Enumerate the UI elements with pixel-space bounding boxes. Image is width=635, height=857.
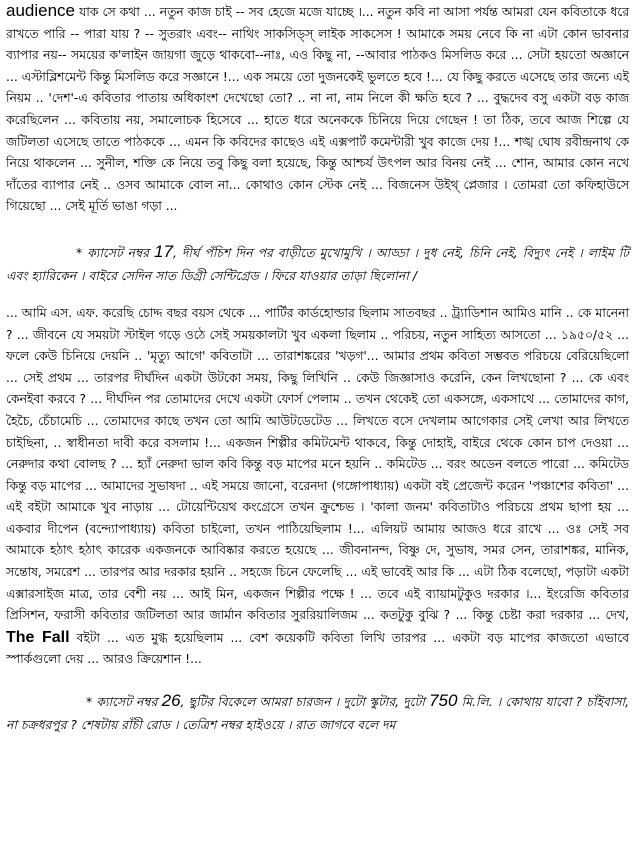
note-1-prefix: * ক্যাসেট নম্বর bbox=[76, 245, 155, 260]
paragraph-2-text-a: ... আমি এস. এফ. করেছি চোদ্দ বছর বয়স থেকে ... পার্টির কার্ডহোল্ডার ছিলাম সাতবছর .. ট্র্যাডিশান আমিও মানি .. কে মানেনা ? ... জীবনে যে সময়টা স্টাইল গড়ে ওঠে সেই সময়কালটা খুব একলা ছিলাম .. পরিচয়, নতুন সাহিত্য আসতো ... ১৯৫০/৫২ ... ফলে কেউ চিনিয়ে দেয়নি .. 'মৃত্যু আগে' কবিতাটা ... তারাশঙ্করের 'খড়গ'... আমার প্রথম কবিতা সম্ভবত পরিচয়ে বেরিয়েছিলো ... সেই প্রথম ... তারপর দীর্ঘদিন একটা উটকো সময়, কিছু লিখিনি .. কেউ জিজ্ঞাসাও করেনি, কেন লিখছোনা ? ... কে এবং কেনইবা করবে ? ... দীর্ঘদিন পর তোমাদের দেখে একটা ফোর্স পেলাম .. তখন থেকেই তো একসঙ্গে, একসাথে ... তোমাদের কাগ, হৈচৈ, চেঁচামেচি ... তোমাদের কাছে তখন তো আমি আউটডেটেড ... লিখতে বসে দেখলাম আগেকার সেই লেখা আর লিখতে চাইছিনা, .. স্বাধীনতা দাবী করে বসলাম !... একজন শিল্পীর কমিটমেন্ট থাকবে, কিন্তু দোহাই, বাইরে থেকে কোন চাপ দেওয়া ... নেরুদার কথা বোলছ ? ... হ্যাঁ নেরুদা ভাল কবি কিন্তু বড় মাপের মনে হয়নি .. কমিটেড ... বরং অডেন বলতে পারো ... কমিটেড কিন্তু বড় মাপের ... আমাদের সুভাষদা .. এই সময়ে জানো, বরেনদা (গঙ্গোপাধ্যায়) একটা বই প্রেজেন্ট করেন 'পঞ্চাশের কবিতা' ... এই বইটা আমাকে খুব নাড়ায় ... টোয়েন্টিয়েথ কংগ্রেসে তখন ক্রুশ্চেভ । 'কালা জনম' কবিতাটাও পরিচয়ে প্রথম ছাপা হয় ... একবার দীপেন (বন্দ্যোপাধ্যায়) কবিতা চাইলো, তখন পাঠিয়েছিলাম !... এলিয়ট আমায় আজও ধরে রাখে ... ওঃ সেই সব আমাকে হঠাৎ হঠাৎ কারেক একজনকে আবিষ্কার করতে হয়েছে ... জীবনানন্দ, বিষ্ণু দে, সুভাষ, সমর সেন, তারাশঙ্কর, মানিক, সন্তোষ, সমরেশ ... তারপর আর দরকার হয়নি .. সহজে চিনে ফেলেছি ... এই ভাবেই আর কি ... এটা ঠিক বলেছো, পড়াটা একটা এক্সারসাইজ মাত্র, তার বেশী নয় ... আই মিন, একজন শিল্পীর পক্ষে ! ... তবে এই ব্যায়ামটুকুও দরকার ।... ইংরেজি কবিতার প্রিসিশন, ফরাসী কবিতার জটিলতা আর জার্মান কবিতার সুররিয়ালিজম ... কতটুকু বুঝি ? ... কিন্তু চেষ্টা করা দরকার ... দেখ, bbox=[6, 305, 629, 623]
note-1-text: , দীর্ঘ পঁচিশ দিন পর বাড়ীতে মুখোমুখি । আড্ডা । দুধ নেই, চিনি নেই, বিদ্যুৎ নেই । লাইম টি এবং হ্যারিকেন । বাইরে সেদিন সাত ডিগ্রী সেন্টিগ্রেড । ফিরে যাওয়ার তাড়া ছিলোনা / bbox=[6, 245, 629, 283]
note-2-text-a: , ছুটির বিকেলে আমরা চারজন । দুটো স্কুটার, দুটো bbox=[180, 695, 430, 710]
volume-number: 750 bbox=[429, 691, 458, 711]
paragraph-1-text: যাক সে কথা ... নতুন কাজ চাই -- সব হেজে মজে যাচ্ছে ।... নতুন কবি না আসা পর্যন্ত আমরা যেন কবিতাকে ধরে রাখতে পারি -- পারা যায় ? -- সুতরাং এবং-- নাথিং সাকসিড্স্ লাইক সাকসেস ! আমাকে সময় নেবে কি না এটা কোন ভাবনার ব্যাপার নয়-- সময়ের ক'লাইন জায়গা জুড়ে থাকবো--নাঃ, এও কিছু না, --আবার পাঠকও মিসলিড করে ... সেটা হয়তো অজ্ঞানে ... এস্টাব্লিশমেন্ট কিন্তু মিসলিড করে সজ্ঞানে !... এক সময়ে তো দুজনকেই ভুলতে হবে !... যে কিছু করতে এসেছে তার জন্যে এই নিয়ম .. 'দেশ'-এ কবিতার পাতায় অধিকাংশ দেখেছো তো? .. না না, নাম নিলে কী ক্ষতি হবে ? ... বুদ্ধদেব বসু একটা বড় কাজ করেছিলেন ... কবিতায় নয়, সমালোচক হিসেবে ... হাতে ধরে অনেককে চিনিয়ে দিয়ে গেছেন ! তা ঠিক, তবে আজ শিল্পে যে জটিলতা এসেছে তাতে পাঠককে ... এমন কি কবিদের কাছেও এই এক্সপার্ট কমেন্টারী খুব কাজে দেয় !... শঙ্খ ঘোষ রবীন্দ্রনাথ কে নিয়ে থাকলেন ... সুনীল, শক্তি কে নিয়ে তবু কিছু বলা হয়েছে, কিন্তু আশ্চর্য উৎপল আর বিনয় নেই ... শোন, আমার কোন নখে দাঁতের ব্যাপার নেই .. ওসব আমাকে বোল না... কোথাও কোন স্টেক নেই ... বিজনেস উইথ্ প্লেজার । তোমরা তো কফিহাউসে গিয়েছো ... সেই মূর্তি ভাঙা গড়া ... bbox=[6, 5, 629, 214]
book-title: The Fall bbox=[6, 628, 70, 646]
note-2-text-b: মি.লি. । কোথায় যাবো ? চাঁইবাসা, না চক্রধরপুর ? শেষটায় রাঁচী রোড । তেত্রিশ নম্বর হাইওয়ে । রাত জাগবে বলে দম bbox=[6, 695, 630, 733]
note-2-prefix: * ক্যাসেট নম্বর bbox=[86, 695, 162, 710]
cassette-number-1: 17 bbox=[154, 241, 173, 261]
interview-paragraph-2 bbox=[6, 303, 629, 671]
cassette-number-2: 26 bbox=[161, 691, 181, 711]
lead-word: audience bbox=[6, 1, 76, 20]
cassette-note-2 bbox=[6, 689, 629, 737]
cassette-note-1 bbox=[6, 240, 629, 288]
paragraph-2-text-b: বইটা ... এত মুগ্ধ হয়েছিলাম ... বেশ কয়েকটি কবিতা লিখি তারপর ... একটা বড় মাপের কাজতো এভাবে স্পার্কগুলো দেয় ... আরও ক্রিয়েশান !... bbox=[6, 630, 629, 667]
interview-paragraph-1 bbox=[6, 0, 629, 218]
